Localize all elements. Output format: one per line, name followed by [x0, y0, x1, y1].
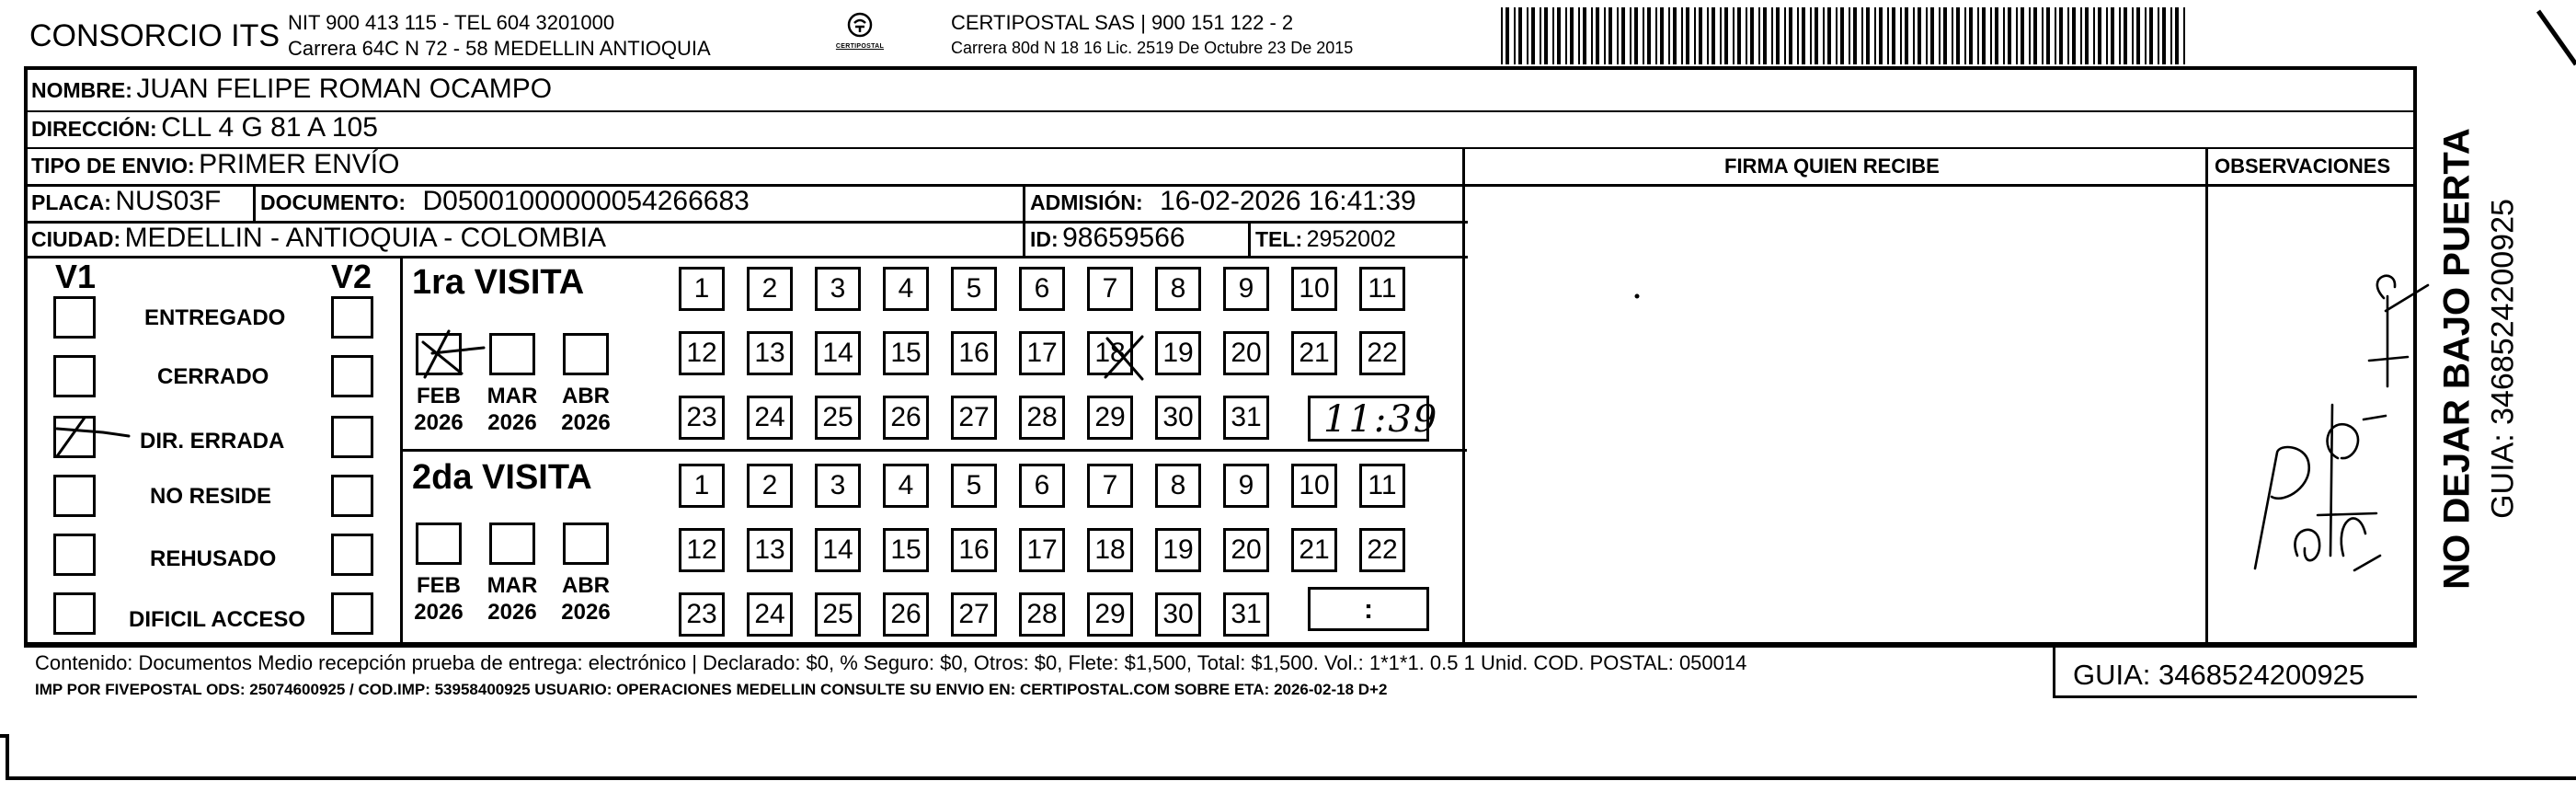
v1-checkbox-cerrado[interactable] [53, 355, 96, 397]
second-visit-month-mar [483, 572, 542, 626]
month-name: MAR [487, 384, 538, 408]
form-top-border [24, 66, 2417, 70]
second-visit-day-12[interactable]: 12 [679, 528, 725, 572]
second-visit-day-25[interactable]: 25 [815, 592, 861, 637]
documento-value: D05001000000054266683 [422, 186, 750, 216]
second-visit-day-1[interactable]: 1 [679, 464, 725, 508]
direccion-value: CLL 4 G 81 A 105 [161, 112, 378, 143]
second-visit-day-22[interactable]: 22 [1359, 528, 1405, 572]
ciudad-row [31, 223, 606, 254]
form-left-border [24, 66, 28, 648]
divider [253, 184, 256, 223]
second-visit-day-30[interactable]: 30 [1155, 592, 1201, 637]
v1-checkbox-entregado[interactable] [53, 296, 96, 339]
footer-guia: GUIA: 3468524200925 [2073, 659, 2365, 691]
v2-label: V2 [331, 258, 372, 295]
v1-checkbox-no-reside[interactable] [53, 475, 96, 517]
first-visit-month-box-feb[interactable] [416, 333, 462, 375]
direccion-label: DIRECCIÓN: [31, 117, 157, 141]
first-visit-day-5[interactable]: 5 [951, 267, 997, 311]
month-year: 2026 [487, 410, 537, 435]
second-visit-day-15[interactable]: 15 [883, 528, 929, 572]
placa-label: PLACA: [31, 190, 111, 214]
divider [400, 256, 403, 644]
second-visit-day-31[interactable]: 31 [1223, 592, 1269, 637]
option-entregado: ENTREGADO [144, 305, 286, 330]
second-visit-day-21[interactable]: 21 [1291, 528, 1337, 572]
first-visit-day-18[interactable]: 18 [1087, 331, 1133, 375]
divider [1023, 184, 1025, 258]
first-visit-day-22[interactable]: 22 [1359, 331, 1405, 375]
option-dificil-acceso: DIFICIL ACCESO [129, 607, 306, 632]
v2-checkbox-cerrado[interactable] [331, 355, 373, 397]
documento-row [260, 186, 750, 217]
option-dir-errada: DIR. ERRADA [140, 429, 285, 454]
tipo-label: TIPO DE ENVIO: [31, 154, 195, 178]
second-visit-day-29[interactable]: 29 [1087, 592, 1133, 637]
first-visit-day-13[interactable]: 13 [747, 331, 793, 375]
second-visit-day-14[interactable]: 14 [815, 528, 861, 572]
second-visit-day-23[interactable]: 23 [679, 592, 725, 637]
second-visit-month-box-feb[interactable] [416, 523, 462, 565]
first-visit-day-6[interactable]: 6 [1019, 267, 1065, 311]
option-cerrado: CERRADO [157, 364, 269, 389]
first-visit-day-10[interactable]: 10 [1291, 267, 1337, 311]
second-visit-time-box[interactable] [1308, 587, 1429, 631]
option-no-reside: NO RESIDE [150, 484, 272, 509]
v2-checkbox-no-reside[interactable] [331, 475, 373, 517]
first-visit-day-4[interactable]: 4 [883, 267, 929, 311]
second-visit-day-4[interactable]: 4 [883, 464, 929, 508]
tel-value: 2952002 [1306, 226, 1396, 252]
divider [2205, 149, 2208, 644]
divider [400, 449, 1467, 452]
first-visit-day-29[interactable]: 29 [1087, 396, 1133, 440]
month-year: 2026 [414, 600, 464, 625]
first-visit-day-27[interactable]: 27 [951, 396, 997, 440]
nombre-value: JUAN FELIPE ROMAN OCAMPO [136, 74, 553, 104]
first-visit-month-mar [483, 383, 542, 436]
month-year: 2026 [414, 410, 464, 435]
first-visit-month-abr [556, 383, 615, 436]
divider [2053, 644, 2055, 697]
second-visit-day-26[interactable]: 26 [883, 592, 929, 637]
month-name: FEB [417, 573, 461, 598]
second-visit-day-2[interactable]: 2 [747, 464, 793, 508]
second-visit-day-18[interactable]: 18 [1087, 528, 1133, 572]
form-right-border [2413, 66, 2417, 648]
v1-label: V1 [55, 258, 97, 295]
first-visit-day-23[interactable]: 23 [679, 396, 725, 440]
month-name: ABR [562, 384, 610, 408]
direccion-row [31, 112, 378, 144]
second-visit-month-abr [556, 572, 615, 626]
divider [2053, 695, 2417, 698]
admision-row [1030, 186, 1416, 217]
second-visit-day-19[interactable]: 19 [1155, 528, 1201, 572]
nombre-label: NOMBRE: [31, 78, 132, 102]
carrier-line2: Carrera 80d N 18 16 Lic. 2519 De Octubre 23 De 2015 [951, 39, 1354, 57]
signature-dot [1635, 294, 1640, 299]
first-visit-day-8[interactable]: 8 [1155, 267, 1201, 311]
observaciones-label: OBSERVACIONES [2215, 155, 2391, 178]
first-visit-day-2[interactable]: 2 [747, 267, 793, 311]
second-visit-day-28[interactable]: 28 [1019, 592, 1065, 637]
first-visit-time: 11:39 [1323, 398, 1439, 441]
second-visit-day-8[interactable]: 8 [1155, 464, 1201, 508]
second-visit-day-6[interactable]: 6 [1019, 464, 1065, 508]
divider [24, 256, 1468, 258]
divider [1462, 149, 1465, 644]
second-visit-day-27[interactable]: 27 [951, 592, 997, 637]
first-visit-day-30[interactable]: 30 [1155, 396, 1201, 440]
id-label: ID: [1030, 227, 1059, 251]
v2-checkbox-dificil-acceso[interactable] [331, 592, 373, 635]
tel-row [1255, 226, 1396, 253]
second-visit-month-box-mar[interactable] [489, 523, 535, 565]
company-nit: NIT 900 413 115 - TEL 604 3201000 [288, 11, 615, 34]
ciudad-label: CIUDAD: [31, 227, 121, 251]
first-visit-day-17[interactable]: 17 [1019, 331, 1065, 375]
company-name: CONSORCIO ITS [29, 18, 280, 53]
first-visit-day-25[interactable]: 25 [815, 396, 861, 440]
second-visit-day-5[interactable]: 5 [951, 464, 997, 508]
barcode [1501, 7, 2187, 64]
first-visit-month-box-abr[interactable] [563, 333, 609, 375]
side-guia: GUIA: 3468524200925 [2485, 199, 2521, 519]
placa-row [31, 186, 221, 217]
tipo-row [31, 149, 399, 180]
first-visit-month-feb [409, 383, 468, 436]
first-visit-day-31[interactable]: 31 [1223, 396, 1269, 440]
no-dejar-bajo-puerta: NO DEJAR BAJO PUERTA [2436, 128, 2478, 590]
ciudad-value: MEDELLIN - ANTIOQUIA - COLOMBIA [124, 223, 606, 253]
certipostal-logo [832, 11, 887, 50]
tel-label: TEL: [1255, 227, 1303, 251]
first-visit-day-14[interactable]: 14 [815, 331, 861, 375]
second-visit-month-feb [409, 572, 468, 626]
firma-label: FIRMA QUIEN RECIBE [1724, 155, 1940, 178]
second-visit-day-7[interactable]: 7 [1087, 464, 1133, 508]
v1-checkbox-dificil-acceso[interactable] [53, 592, 96, 635]
second-visit-day-9[interactable]: 9 [1223, 464, 1269, 508]
footer-contenido: Contenido: Documentos Medio recepción prueba de entrega: electrónico | Declarado: $0, % Seguro: $0, Otros: $0, Flete: $1,500, Total: $1,500. Vol.: 1*1*1. 0.5 1 Unid. COD. POSTAL: 050014 [35, 651, 1747, 674]
first-visit-day-1[interactable]: 1 [679, 267, 725, 311]
id-row [1030, 223, 1185, 254]
month-name: MAR [487, 573, 538, 598]
month-name: ABR [562, 573, 610, 598]
first-visit-day-3[interactable]: 3 [815, 267, 861, 311]
second-visit-day-11[interactable]: 11 [1359, 464, 1405, 508]
first-visit-day-7[interactable]: 7 [1087, 267, 1133, 311]
first-visit-day-21[interactable]: 21 [1291, 331, 1337, 375]
first-visit-day-9[interactable]: 9 [1223, 267, 1269, 311]
tipo-value: PRIMER ENVÍO [199, 149, 400, 179]
first-visit-day-15[interactable]: 15 [883, 331, 929, 375]
nombre-row [31, 74, 552, 105]
v1-checkbox-rehusado[interactable] [53, 534, 96, 576]
company-address: Carrera 64C N 72 - 58 MEDELLIN ANTIOQUIA [288, 37, 711, 60]
first-visit-time-box[interactable] [1308, 396, 1439, 442]
placa-value: NUS03F [115, 186, 222, 216]
month-name: FEB [417, 384, 461, 408]
v2-checkbox-dir-errada[interactable] [331, 416, 373, 458]
first-visit-day-11[interactable]: 11 [1359, 267, 1405, 311]
second-visit-time: : [1364, 594, 1373, 625]
first-visit-day-28[interactable]: 28 [1019, 396, 1065, 440]
second-visit-day-10[interactable]: 10 [1291, 464, 1337, 508]
second-visit-day-24[interactable]: 24 [747, 592, 793, 637]
first-visit-month-box-mar[interactable] [489, 333, 535, 375]
second-visit-day-3[interactable]: 3 [815, 464, 861, 508]
certipostal-logo-icon [844, 11, 876, 39]
first-visit-day-26[interactable]: 26 [883, 396, 929, 440]
month-year: 2026 [487, 600, 537, 625]
id-value: 98659566 [1062, 223, 1185, 253]
v1-checkbox-dir-errada[interactable] [53, 416, 96, 458]
first-visit-day-20[interactable]: 20 [1223, 331, 1269, 375]
v2-checkbox-rehusado[interactable] [331, 534, 373, 576]
second-visit-day-17[interactable]: 17 [1019, 528, 1065, 572]
month-year: 2026 [561, 600, 611, 625]
admision-label: ADMISIÓN: [1030, 190, 1143, 214]
observation-handwriting [2255, 276, 2428, 570]
logo-text: CERTIPOSTAL [835, 43, 885, 50]
first-visit-day-24[interactable]: 24 [747, 396, 793, 440]
documento-label: DOCUMENTO: [260, 190, 406, 214]
second-visit-month-box-abr[interactable] [563, 523, 609, 565]
first-visit-day-12[interactable]: 12 [679, 331, 725, 375]
admision-value: 16-02-2026 16:41:39 [1160, 186, 1416, 216]
first-visit-title: 1ra VISITA [412, 263, 585, 302]
first-visit-day-16[interactable]: 16 [951, 331, 997, 375]
second-visit-day-16[interactable]: 16 [951, 528, 997, 572]
footer-imp: IMP POR FIVEPOSTAL ODS: 25074600925 / COD.IMP: 53958400925 USUARIO: OPERACIONES MEDELLIN CONSULTE SU ENVIO EN: CERTIPOSTAL.COM SOBRE ETA: 2026-02-18 D+2 [35, 681, 1388, 698]
month-year: 2026 [561, 410, 611, 435]
second-visit-title: 2da VISITA [412, 458, 592, 497]
divider [1248, 221, 1251, 258]
carrier-line1: CERTIPOSTAL SAS | 900 151 122 - 2 [951, 11, 1294, 34]
first-visit-day-19[interactable]: 19 [1155, 331, 1201, 375]
second-visit-day-20[interactable]: 20 [1223, 528, 1269, 572]
second-visit-day-13[interactable]: 13 [747, 528, 793, 572]
option-rehusado: REHUSADO [150, 546, 277, 571]
divider [24, 642, 2417, 645]
v2-checkbox-entregado[interactable] [331, 296, 373, 339]
divider [24, 110, 2417, 112]
